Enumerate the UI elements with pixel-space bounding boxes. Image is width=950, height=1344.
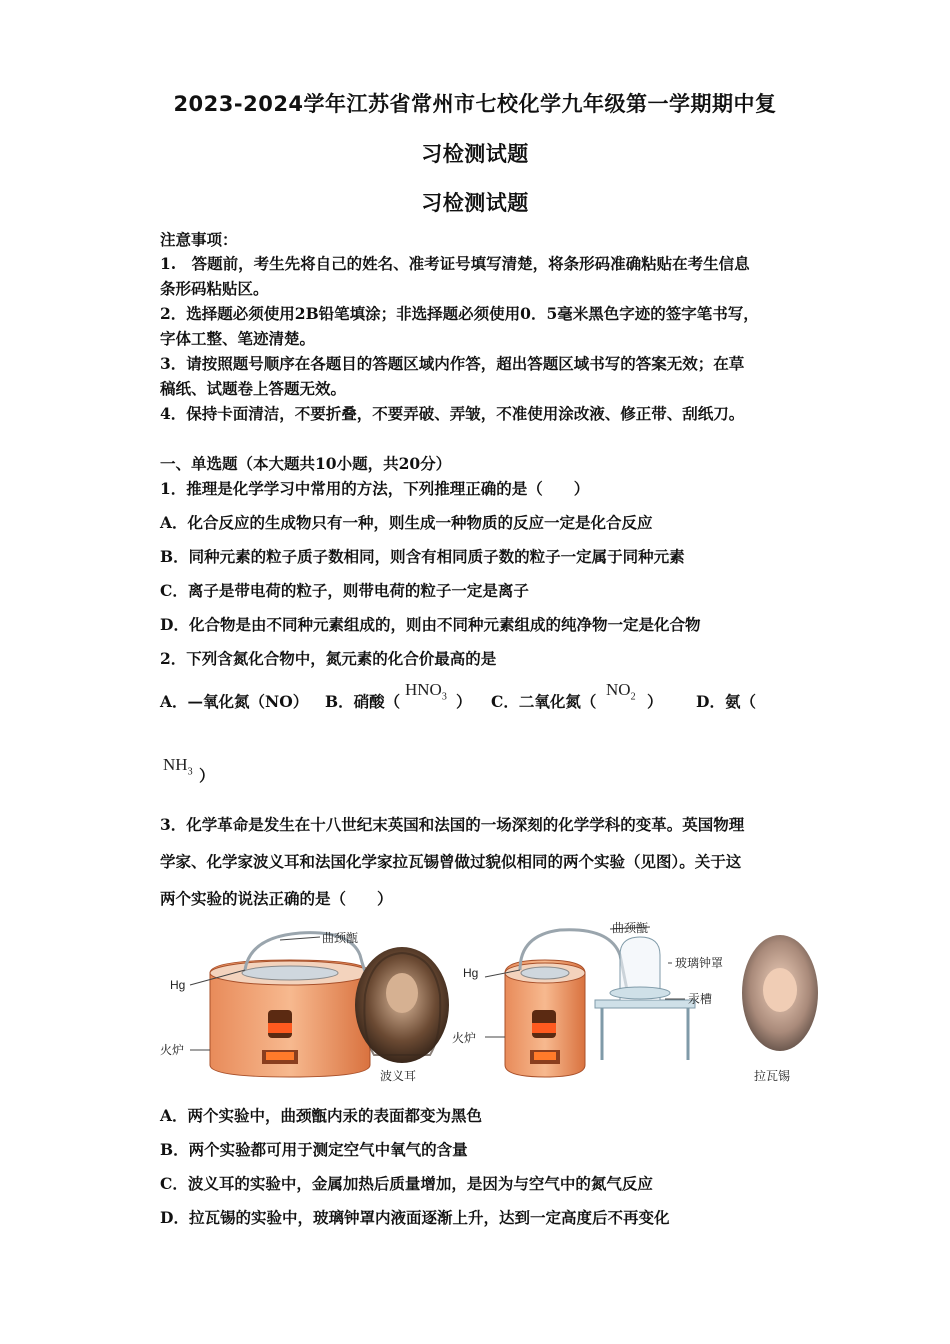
- notice-line: 1. 答题前，考生先将自己的姓名、准考证号填写清楚，将条形码准确粘贴在考生信息: [160, 254, 750, 273]
- question-1-option-b: B．同种元素的粒子质子数相同，则含有相同质子数的粒子一定属于同种元素: [160, 547, 685, 566]
- label-hg: Hg: [463, 966, 479, 980]
- label-retort: 曲颈甑: [322, 931, 359, 945]
- label-hg: Hg: [170, 978, 186, 992]
- question-1-option-d: D．化合物是由不同种元素组成的，则由不同种元素组成的纯净物一定是化合物: [160, 615, 701, 634]
- question-2-option-c-label: C．二氧化氮（: [491, 692, 597, 711]
- question-2-option-b-close: ）: [456, 692, 472, 711]
- question-2-option-a: A．—氧化氮（NO）: [160, 692, 309, 711]
- page-title-line2: 习检测试题: [421, 142, 529, 166]
- question-3-stem: 3．化学革命是发生在十八世纪末英国和法国的一场深刻的化学学科的变革。英国物理: [160, 815, 745, 834]
- question-3-option-d: D．拉瓦锡的实验中，玻璃钟罩内液面逐渐上升，达到一定高度后不再变化: [160, 1208, 670, 1227]
- formula-subscript: 3: [187, 766, 193, 778]
- section-heading: 一、单选题（本大题共10小题，共20分）: [160, 454, 452, 473]
- notice-line: 3．请按照题号顺序在各题目的答题区域内作答，超出答题区域书写的答案无效；在草: [160, 354, 745, 373]
- question-3-stem: 学家、化学家波义耳和法国化学家拉瓦锡曾做过貌似相同的两个实验（见图）。关于这: [160, 852, 742, 871]
- formula-nh3: [163, 755, 193, 777]
- question-2-option-b-label: B．硝酸（: [325, 692, 401, 711]
- notice-line: 4．保持卡面清洁，不要折叠，不要弄破、弄皱，不准使用涂改液、修正带、刮纸刀。: [160, 404, 745, 423]
- formula-hno3: [405, 680, 447, 702]
- label-furnace: 火炉: [160, 1043, 185, 1057]
- notice-line: 稿纸、试题卷上答题无效。: [160, 379, 347, 398]
- question-1-option-a: A．化合反应的生成物只有一种，则生成一种物质的反应一定是化合反应: [160, 513, 653, 532]
- formula-text: NO: [606, 680, 631, 699]
- page-title-line1: 2023-2024学年江苏省常州市七校化学九年级第一学期期中复: [173, 92, 777, 116]
- notice-line: 字体工整、笔迹清楚。: [160, 329, 316, 348]
- question-3-option-c: C．波义耳的实验中，金属加热后质量增加，是因为与空气中的氮气反应: [160, 1174, 653, 1193]
- question-2-stem: 2．下列含氮化合物中，氮元素的化合价最高的是: [160, 649, 497, 668]
- question-3-figure: [150, 915, 830, 1090]
- question-1-option-c: C．离子是带电荷的粒子，则带电荷的粒子一定是离子: [160, 581, 529, 600]
- page-title-line3: 习检测试题: [421, 191, 529, 215]
- question-3-stem: 两个实验的说法正确的是（ ）: [160, 889, 393, 908]
- formula-text: HNO: [405, 680, 442, 699]
- formula-no2: [606, 680, 636, 702]
- notice-line: 条形码粘贴区。: [160, 279, 269, 298]
- question-3-option-b: B．两个实验都可用于测定空气中氧气的含量: [160, 1140, 468, 1159]
- label-bell-jar: 玻璃钟罩: [675, 956, 724, 970]
- lavoisier-apparatus: [452, 920, 723, 1077]
- label-furnace: 火炉: [452, 1031, 477, 1045]
- question-2-option-c-close: ）: [647, 692, 663, 711]
- notice-line: 2．选择题必须使用2B铅笔填涂；非选择题必须使用0．5毫米黑色字迹的签字笔书写，: [160, 304, 759, 323]
- question-1-stem: 1．推理是化学学习中常用的方法，下列推理正确的是（ ）: [160, 479, 590, 498]
- label-trough: 汞槽: [688, 992, 713, 1006]
- question-3-option-a: A．两个实验中，曲颈甑内汞的表面都变为黑色: [160, 1106, 483, 1125]
- label-lavoisier: 拉瓦锡: [754, 1069, 791, 1083]
- lavoisier-portrait: [742, 935, 818, 1083]
- formula-subscript: 3: [441, 691, 447, 703]
- question-2-option-d-label: D．氨（: [696, 692, 756, 711]
- notice-heading: 注意事项：: [160, 230, 238, 249]
- formula-text: NH: [163, 755, 188, 774]
- formula-subscript: 2: [630, 691, 636, 703]
- label-retort: 曲颈甑: [612, 921, 649, 935]
- label-boyle: 波义耳: [380, 1069, 417, 1083]
- question-2-option-d-close: ）: [199, 766, 215, 785]
